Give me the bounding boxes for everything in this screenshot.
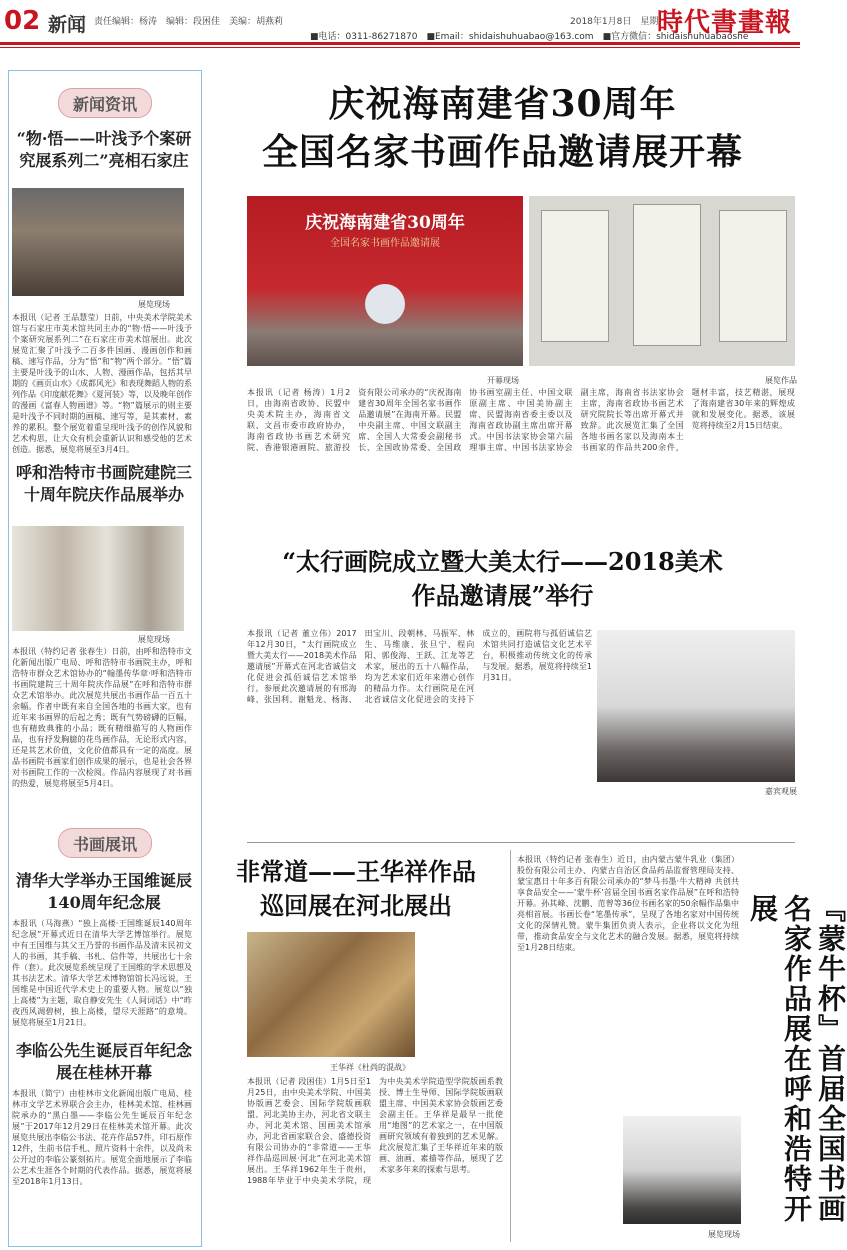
lead-headline-line2: 全国名家书画作品邀请展开幕 — [261, 131, 743, 173]
backdrop-title: 庆祝海南建省30周年 — [305, 213, 465, 233]
globe-prop — [365, 284, 405, 324]
sidebar-story3-body: 本报讯（马海燕）“独上高楼·王国维诞辰140周年纪念展”开幕式近日在清华大学艺博馆举行。展览中有王国维与其父王乃誉的书画作品及清末民初文人的书画，其手稿、书札、信件等，共展出七十余件（套）。此次展览系统呈现了王国维的学术思想及其书法艺术。清华大学艺术博物馆馆长冯远说，王国维是中国近代学术史上的重要人物。展览以“独上高楼”为主题，取自静安先生《人间词话》中“昨夜西风凋碧树，独上高楼，望尽天涯路”的意境。展览将展至1月21日。 — [12, 919, 192, 1027]
header-rule-thin — [0, 47, 800, 48]
story4-body: 本报讯（特约记者 张春生）近日，由内蒙古蒙牛乳业（集团）股份有限公司主办、内蒙古自治区食品药品监督管理局支持、蒙宝惠日十年多百有限公司承办的“梦马书墨·牛大精神 共创共享食品安全——‘蒙牛杯’首届全国书画名家作品展”在呼和浩特开幕。孙其峰、沈鹏、范曾等36位书画名家的50余幅作品集中亮相首展。书画长卷“笔墨传承”，呈现了各地名家对中国传统文化的深情礼赞。蒙牛集团负责人表示，企业将以文化为纽带，推动食品安全与文化艺术的融合发展。据悉，展览将持续至1月28日结束。 — [517, 855, 739, 952]
issue-date: 2018年1月8日 星期一 — [570, 17, 668, 27]
story3-headline-line1: 非常道——王华祥作品 — [236, 857, 476, 886]
sidebar-story1-title: “物·悟——叶浅予个案研究展系列二”亮相石家庄 — [16, 129, 192, 170]
exhibition-photo-2 — [12, 526, 184, 631]
story3-body: 本报讯（记者 段困佳）1月5日至1月25日，由中央美术学院、中国美协版画艺委会、国际学院版画联盟、河北美协主办，河北省文联主办，河北美术馆、国画美术馆承办，河北省画家联合会、盛德投资有限公司协办的“非常道——王华祥作品巡回展·河北”在河北美术馆展出。王华祥1962年生于贵州，1988年毕业于中央美术学院，现为中央美术学院造型学院版画系教授、博士生导师、国际学院版画联盟主席、中国美术家协会版画艺委会副主任。王华祥是最早一批使用“地图”的艺术家之一，在中国版画研究领域有着独到的艺术见解。此次展览汇集了王华祥近年来的版画、油画、素描等作品，展现了艺术家多年来的探索与思考。 — [247, 1077, 503, 1185]
calligraphy-scroll-2 — [633, 204, 701, 346]
lead-headline-line1: 庆祝海南建省30周年 — [328, 83, 677, 125]
sidebar-story4-title: 李临公先生诞辰百年纪念展在桂林开幕 — [15, 1041, 192, 1082]
editor-credits: 责任编辑：杨涛 编辑：段困佳 美编：胡燕莉 — [94, 17, 284, 27]
calligraphy-scroll-1 — [541, 210, 609, 342]
story3-headline-line2: 巡回展在河北展出 — [260, 891, 452, 920]
lead-photo1-caption: 开幕现场 — [487, 376, 519, 385]
sidebar-story1-body: 本报讯（记者 王品慧莹）日前，中央美术学院美术馆与石家庄市美术馆共同主办的“物·悟——叶浅予个案研究展系列二”在石家庄市美术馆展出。此次展览汇聚了叶浅予二百多件国画、漫画创作和画稿、速写作品，分为“悟”和“物”两个部分。“悟”篇主要是叶浅予的山水、人物、漫画作品，包括其早期的《画页山水》《成都风光》和表现舞蹈人物的系列作品《印度献花舞》《夏河装》等，以及晚年创作的漫画《富春人物画谱》等。“物”篇展示的则主要是叶浅予不同时期的画稿、速写等，是其素材、素养的累积。整个展览着重呈现叶浅予的创作风貌和艺术构思，让大众有机会重新认识和感受他的艺术创造。据悉，展览将展至3月4日。 — [12, 313, 192, 454]
backdrop-subtitle: 全国名家书画作品邀请展 — [330, 238, 440, 249]
exhibition-photo-1 — [12, 188, 184, 296]
artwork-photo — [247, 932, 415, 1057]
lead-photo2-caption: 展览作品 — [765, 376, 797, 385]
news-info-badge: 新闻资讯 — [58, 88, 152, 118]
story2-body: 本报讯（记者 董立伟）2017年12月30日，“太行画院成立暨大美太行——2018美术作品邀请展”开幕式在河北省诚信文化促进会孤佰诚信艺术馆举行。参展此次邀请展的有邢海峰、张国利、谢魁龙、杨海、田宝川、段朝林、马振军、林生、马维康、张旦宁、程向阳、郭俊海、王跃、江龙等艺术家，展出的五十八幅作品，均为艺术家们近年来潜心创作的精品力作。太行画院是在河北省诚信文化促进会的支持下成立的，画院将与孤佰诚信艺术馆共同打造诚信文化艺术平台，积极推动传统文化的传承与发展。据悉，展览将持续至1月31日。 — [247, 629, 592, 704]
page-number: 02 — [4, 6, 41, 36]
section-name: 新闻 — [48, 14, 87, 36]
sidebar-story2-title: 呼和浩特市书画院建院三十周年院庆作品展举办 — [15, 463, 192, 504]
lead-body: 本报讯（记者 杨涛）1月2日，由海南省政协、民盟中央美术院主办，海南省文联、文昌市委市政府协办，海南省政协书画艺术研究院、香港银港画院、旅游投资有限公司承办的“庆祝海南建省30周年全国名家书画作品邀请展”在海南开幕。民盟中央副主席、中国文联副主席、全国人大常委会副秘书长、全国政协常委、全国政协书画室副主任、中国文联原副主席、中国美协副主席、民盟海南省委主委以及海南省政协副主席出席开幕式。中国书法家协会第六届理事主席、中国书法家协会副主席，海南省书法家协会主席，海南省政协书画艺术研究院院长等出席开幕式并致辞。此次展览汇集了全国各地书画名家以及海南本土书画家的作品共200余件，题材丰富，技艺精湛，展现了海南建省30年来的辉煌成就和发展变化。据悉，该展览将持续至2月15日结束。 — [247, 388, 795, 452]
story3-photo-caption: 王华祥《杜尚的混战》 — [330, 1063, 410, 1072]
column-divider — [510, 850, 511, 1242]
story4-photo-caption: 展览现场 — [708, 1230, 740, 1239]
sidebar-story2-caption: 展览现场 — [138, 635, 170, 644]
contact-info: ■电话：0311-86271870 ■Email：shidaishuhuabao@163.com ■官方微信：shidaishuhuabaoshe — [310, 32, 749, 42]
exhibition-works-photo — [529, 196, 795, 366]
story4-vertical-headline: 『蒙牛杯』首届全国书画名家作品展在呼和浩特开展 — [746, 894, 847, 1224]
guests-viewing-photo — [597, 630, 795, 782]
sidebar-story3-title: 清华大学举办王国维诞辰140周年纪念展 — [15, 871, 192, 912]
exhibition-news-badge: 书画展讯 — [58, 828, 152, 858]
sidebar-story4-body: 本报讯（简宁）由桂林市文化新闻出版广电局、桂林市文学艺术界联合会主办，桂林美术馆、桂林画院承办的“黑白墨——李临公先生诞辰百年纪念展”于2017年12月29日在桂林美术馆开幕。此次展览共展出李临公书法、花卉作品57件，印石原作12件，生前书信手札、照片资料十余件，以及尚未公开过的李临公篆刻拓片。展览全面地展示了李临公艺术生涯各个时期的代表作品。据悉，展览将展至2018年1月13日。 — [12, 1089, 192, 1186]
story2-headline-line1: “太行画院成立暨大美太行——2018美术 — [282, 547, 723, 576]
calligraphy-scroll-3 — [719, 210, 787, 342]
header-rule — [0, 42, 800, 45]
story2-photo-caption: 嘉宾观展 — [765, 787, 797, 796]
sidebar-story2-body: 本报讯（特约记者 张春生）日前，由呼和浩特市文化新闻出版广电局、呼和浩特市书画院主办，呼和浩特市群众艺术馆协办的“翰墨传华章·呼和浩特市书画院建院三十周年院庆作品展”在呼和浩特市群众艺术馆举办。此次展览共展出书画作品一百五十余幅。作者中既有来自全国各地的书画大家，也有近年来书画界的后起之秀；既有气势磅礴的巨幅，也有精致典雅的小品；既有精细描写的人物画作品，也有抒发胸臆的花鸟画作品，无论形式内容，还是其艺术价值，文化价值都具有一定的高度。展品书画院书画家们创作成果的展示，也是社会各界对书画院工作的一次检阅。作品内容展现了对书画的热爱，展览将展至5月4日。 — [12, 647, 192, 788]
section-divider — [247, 842, 795, 843]
newspaper-logo: 時代書畫報 — [656, 8, 792, 38]
opening-ceremony-photo — [247, 196, 523, 366]
story4-photo — [623, 1116, 741, 1224]
story2-headline-line2: 作品邀请展”举行 — [411, 581, 594, 610]
sidebar-story1-caption: 展览现场 — [138, 300, 170, 309]
